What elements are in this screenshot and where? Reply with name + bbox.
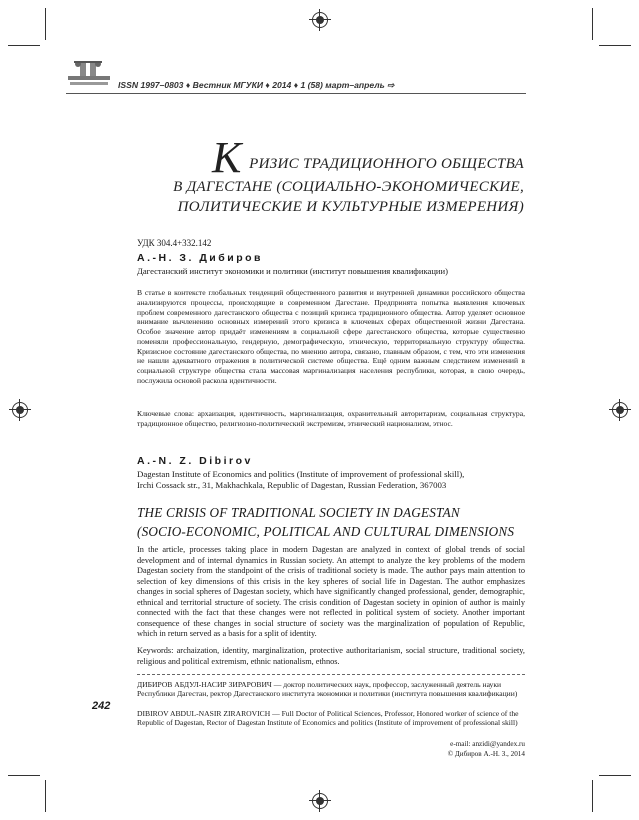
article-title-en-1: THE CRISIS OF TRADITIONAL SOCIETY IN DAGESTAN [137, 505, 460, 520]
page-number: 242 [92, 700, 111, 712]
author-affiliation-ru: Дагестанский институт экономики и политики (институт повышения квалификации) [137, 266, 448, 276]
author-email: e-mail: anzidi@yandex.ru [450, 740, 525, 748]
author-affiliation-en-1: Dagestan Institute of Economics and politics (Institute of improvement of professional skill), [137, 469, 465, 479]
footnote-ru: ДИБИРОВ АБДУЛ-НАСИР ЗИРАРОВИЧ — доктор политических наук, профессор, заслуженный деятель науки Республики Дагестан, ректор Дагестанского института экономики и политики (института повышения квалификации) [137, 680, 518, 699]
column-logo-icon [66, 60, 112, 90]
crop-mark [45, 780, 46, 812]
author-affiliation-en-2: Irchi Cossack str., 31, Makhachkala, Republic of Dagestan, Russian Federation, 367003 [137, 480, 447, 490]
udk-code: УДК 304.4+332.142 [137, 238, 212, 248]
registration-mark-icon [612, 402, 628, 418]
keywords-en: Keywords: archaization, identity, marginalization, protective authoritarianism, social structure, traditional society, religious and political extremism, ethnic nationalism, ethnos. [137, 646, 525, 666]
title-line-3: ПОЛИТИЧЕСКИЕ И КУЛЬТУРНЫЕ ИЗМЕРЕНИЯ) [177, 199, 524, 215]
registration-mark-icon [12, 402, 28, 418]
crop-mark [8, 775, 40, 776]
footnote-separator [137, 674, 525, 675]
crop-mark [592, 8, 593, 40]
registration-mark-icon [312, 793, 328, 809]
author-name-en: A.-N. Z. Dibirov [137, 455, 253, 467]
abstract-en: In the article, processes taking place in modern Dagestan are analyzed in context of global trends of social development and of internal dynamics in Russian society. An attempt to analyze the key problems of the modern Dagestan society from the standpoint of the crisis of traditional society is made. The author pays main attention to selection of key dimensions of this crisis in the key spheres of social life in Dagestan. The author emphasizes changes in social spheres of Dagestan society, which have significantly changed professional, gender, demographic, ethnical and territorial structure of society. The crisis condition of Dagestan society in opinion of author is mainly connected with the fact that these changes were not reflected in political system of society. Another important consequence of these changes in social structure of society was the marginalization of population of Republic, which in return served as a basis for a split of identity. [137, 545, 525, 638]
footnote-en: DIBIROV ABDUL-NASIR ZIRAROVICH — Full Doctor of Political Sciences, Professor, Honored worker of science of the Republic of Dagestan, Rector of Dagestan Institute of Economics and politics (Institute of improvement of professional skill) [137, 709, 519, 728]
crop-mark [599, 775, 631, 776]
crop-mark [592, 780, 593, 812]
title-line-1: РИЗИС ТРАДИЦИОННОГО ОБЩЕСТВА [249, 156, 524, 172]
abstract-ru: В статье в контексте глобальных тенденций общественного развития и внутренней динамики российского общества анализируются процессы, происходящие в современном Дагестане. Предпринята попытка выявления ключевых проблем современного дагестанского общества с позиций кризиса традиционного общества. Автор уделяет основное внимание вычленению основных измерений этого кризиса в ключевых сферах общественной жизни Дагестана. Особое значение автор придаёт изменениям в социальной сфере дагестанского общества, которые существенно поменяли профессиональную, гендерную, демографическую, этническую, территориальную структуру общества. Кризисное состояние дагестанского общества, по мнению автора, связано, главным образом, с тем, что эти изменения не нашли адекватного отражения в политической системе общества. Ещё одним важным следствием изменений в социальной структуре общества стала массовая маргинализация населения республики, которая, в свою очередь, послужила основой раскола идентичности. [137, 288, 525, 385]
article-title-en-2: (SOCIO-ECONOMIC, POLITICAL AND CULTURAL DIMENSIONS [137, 524, 515, 539]
title-initial: К [212, 133, 242, 182]
crop-mark [599, 45, 631, 46]
copyright: © Дибиров А.-Н. З., 2014 [447, 750, 525, 758]
keywords-ru: Ключевые слова: архаизация, идентичность, маргинализация, охранительный авторитаризм, социальная структура, традиционное общество, религиозно-политический экстремизм, этнический национализм, этнос. [137, 409, 525, 428]
journal-header: ISSN 1997–0803 ♦ Вестник МГУКИ ♦ 2014 ♦ 1 (58) март–апрель ⇨ [118, 80, 395, 90]
article-title-ru [140, 133, 524, 216]
crop-mark [45, 8, 46, 40]
crop-mark [8, 45, 40, 46]
registration-mark-icon [312, 12, 328, 28]
author-name-ru: А.-Н. З. Дибиров [137, 252, 263, 264]
header-rule [66, 93, 526, 94]
title-line-2: В ДАГЕСТАНЕ (СОЦИАЛЬНО-ЭКОНОМИЧЕСКИЕ, [173, 179, 524, 195]
